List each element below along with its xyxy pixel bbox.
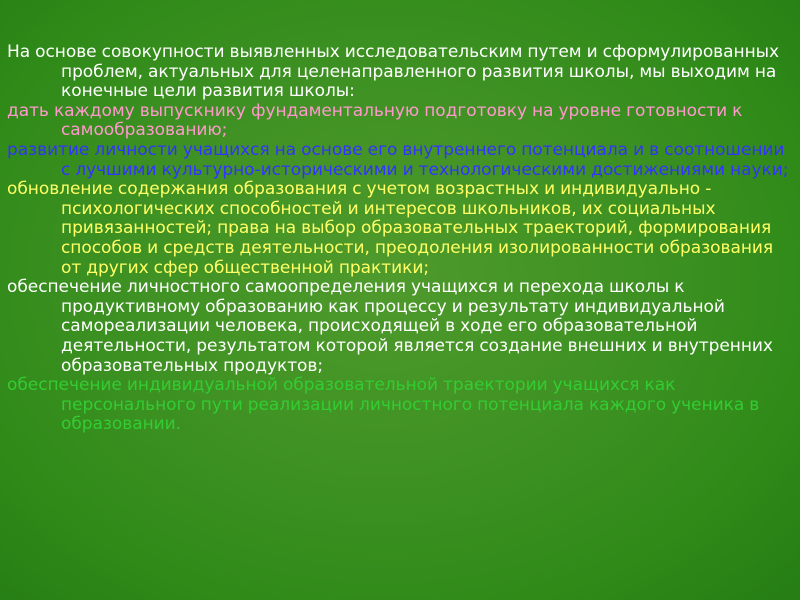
- goal-paragraph-content-renewal: обновление содержания образования с учетом возрастных и индивидуально - психологических способностей и интересов школьников, их социальных привязанностей; права на выбор образовательных траекторий, формирования способов и средств деятельности, преодоления изолированности образования от других сфер общественной практики;: [7, 179, 774, 278]
- goal-paragraph-personal-development: развитие личности учащихся на основе его внутреннего потенциала и в соотношении с лучшими культурно-историческими и технологическими достижениями науки;: [7, 139, 789, 180]
- slide-text-body: [7, 43, 793, 435]
- intro-paragraph: На основе совокупности выявленных исследовательским путем и сформулированных проблем, актуальных для целенаправленного развития школы, мы выходим на конечные цели развития школы:: [7, 42, 780, 102]
- goal-paragraph-self-education: дать каждому выпускнику фундаментальную подготовку на уровне готовности к самообразованию;: [7, 100, 743, 141]
- goal-paragraph-individual-trajectory: обеспечение индивидуальной образовательной траектории учащихся как персонального пути реализации личностного потенциала каждого ученика в образовании.: [7, 375, 760, 435]
- goal-paragraph-self-determination: обеспечение личностного самоопределения учащихся и перехода школы к продуктивному образованию как процессу и результату индивидуальной самореализации человека, происходящей в ходе его образовательной деятельности, результатом которой является создание внешних и внутренних образовательных продуктов;: [7, 277, 773, 376]
